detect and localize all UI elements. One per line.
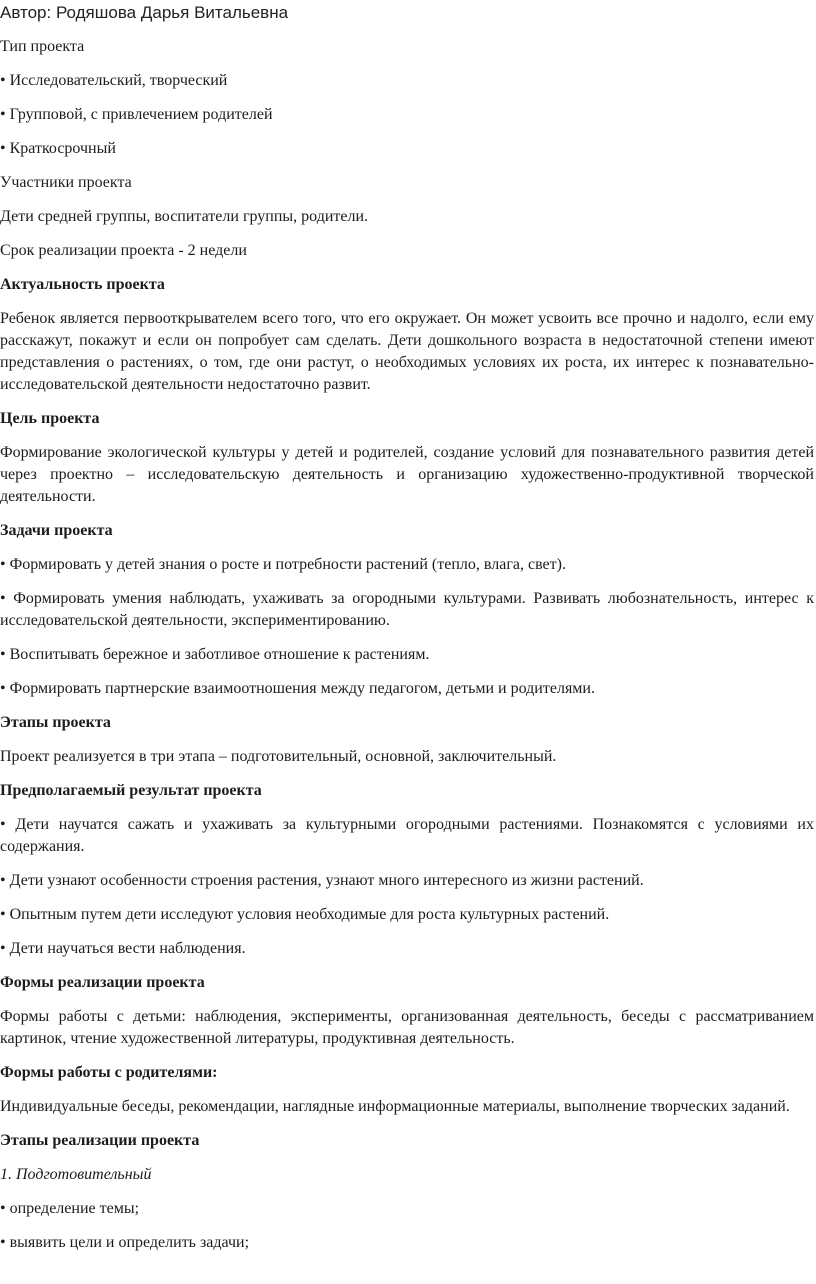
task-item: • Формировать у детей знания о росте и потребности растений (тепло, влага, свет).	[0, 556, 566, 573]
stage-1-label: 1. Подготовительный	[0, 1166, 152, 1183]
result-heading: Предполагаемый результат проекта	[0, 782, 262, 799]
goal-heading: Цель проекта	[0, 410, 100, 427]
task-item: • Воспитывать бережное и заботливое отношение к растениям.	[0, 646, 430, 663]
participants-text: Дети средней группы, воспитатели группы, родители.	[0, 208, 369, 225]
project-type-item: • Краткосрочный	[0, 140, 116, 157]
result-item: • Дети научатся сажать и ухаживать за культурными огородными растениями. Познакомятся с условиями их содержания.	[0, 816, 814, 855]
goal-text: Формирование экологической культуры у детей и родителей, создание условий для познавательного развития детей через проектно – исследовательскую деятельность и организацию художественно-продуктивной творческой деятельности.	[0, 444, 814, 505]
task-item: • Формировать умения наблюдать, ухаживать за огородными культурами. Развивать любознательность, интерес к исследовательской деятельности, экспериментированию.	[0, 590, 814, 629]
parents-heading: Формы работы с родителями:	[0, 1064, 218, 1081]
implementation-item: • определение темы;	[0, 1200, 140, 1217]
task-item: • Формировать партнерские взаимоотношения между педагогом, детьми и родителями.	[0, 680, 595, 697]
project-type-item: • Исследовательский, творческий	[0, 72, 228, 89]
relevance-text: Ребенок является первооткрывателем всего того, что его окружает. Он может усвоить все прочно и надолго, если ему расскажут, покажут и если он попробует сам сделать. Дети дошкольного возраста в недостаточной степени имеют представления о растениях, о том, где они растут, о необходимых условиях их роста, их интерес к познавательно-исследовательской деятельности недостаточно развит.	[0, 310, 814, 393]
tasks-heading: Задачи проекта	[0, 522, 113, 539]
parents-text: Индивидуальные беседы, рекомендации, наглядные информационные материалы, выполнение творческих заданий.	[0, 1098, 790, 1115]
forms-text: Формы работы с детьми: наблюдения, эксперименты, организованная деятельность, беседы с рассматриванием картинок, чтение художественной литературы, продуктивная деятельность.	[0, 1008, 814, 1047]
result-item: • Дети узнают особенности строения растения, узнают много интересного из жизни растений.	[0, 872, 644, 889]
project-type-item: • Групповой, с привлечением родителей	[0, 106, 273, 123]
implementation-heading: Этапы реализации проекта	[0, 1132, 200, 1149]
duration-text: Срок реализации проекта - 2 недели	[0, 242, 247, 259]
stages-text: Проект реализуется в три этапа – подготовительный, основной, заключительный.	[0, 748, 557, 765]
forms-heading: Формы реализации проекта	[0, 974, 205, 991]
result-item: • Опытным путем дети исследуют условия необходимые для роста культурных растений.	[0, 906, 610, 923]
participants-label: Участники проекта	[0, 174, 132, 191]
stages-heading: Этапы проекта	[0, 714, 111, 731]
author-line: Автор: Родяшова Дарья Витальевна	[0, 3, 289, 22]
relevance-heading: Актуальность проекта	[0, 276, 165, 293]
implementation-item: • выявить цели и определить задачи;	[0, 1234, 250, 1251]
project-type-label: Тип проекта	[0, 38, 85, 55]
result-item: • Дети научаться вести наблюдения.	[0, 940, 246, 957]
